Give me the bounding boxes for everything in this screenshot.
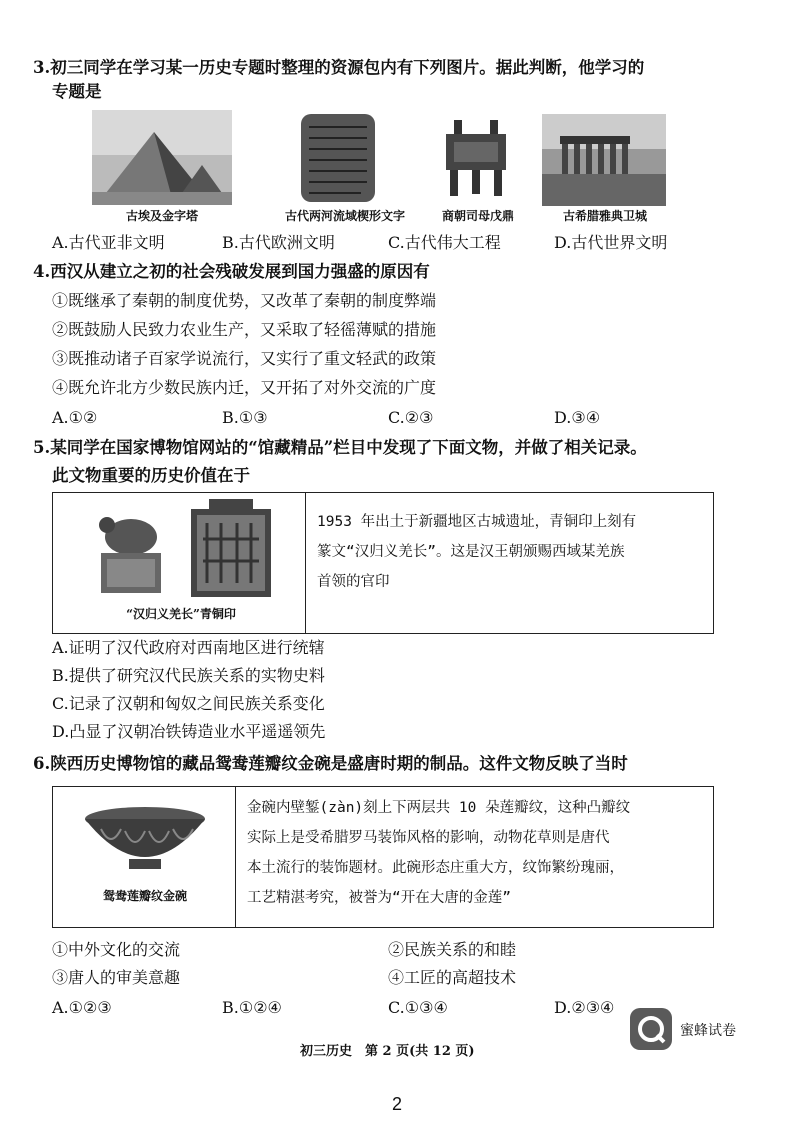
watermark-text: 蜜蜂试卷 bbox=[680, 1022, 736, 1038]
q6-record-line-2: 实际上是受希腊罗马装饰风格的影响，动物花草则是唐代 bbox=[247, 830, 610, 846]
q5-image-caption: “汉归义羌长”青铜印 bbox=[126, 607, 236, 621]
q3-caption-4: 古希腊雅典卫城 bbox=[562, 209, 647, 223]
q5-table bbox=[52, 492, 714, 634]
q3-caption-1: 古埃及金字塔 bbox=[125, 209, 198, 223]
q6-item-1: ①中外文化的交流 bbox=[52, 940, 181, 959]
seal-impression-photo bbox=[189, 499, 273, 599]
page-footer: 初三历史 第 2 页(共 12 页) bbox=[300, 1044, 475, 1059]
pyramid-photo bbox=[92, 110, 232, 205]
q6-option-a: A.①②③ bbox=[52, 998, 112, 1017]
simuwu-ding-photo bbox=[440, 118, 512, 198]
q5-table-divider bbox=[305, 493, 306, 633]
q5-record-line-3: 首领的官印 bbox=[317, 574, 390, 590]
q5-record-line-1: 1953 年出土于新疆地区古城遗址，青铜印上刻有 bbox=[317, 514, 637, 530]
q6-image-caption: 鸳鸯莲瓣纹金碗 bbox=[102, 889, 187, 903]
q3-option-c: C.古代伟大工程 bbox=[388, 233, 501, 252]
q6-item-3: ③唐人的审美意趣 bbox=[52, 968, 181, 987]
q3-option-a: A.古代亚非文明 bbox=[52, 233, 165, 252]
q3-option-d: D.古代世界文明 bbox=[554, 233, 668, 252]
q4-item-2: ②既鼓励人民致力农业生产，又采取了轻徭薄赋的措施 bbox=[52, 320, 437, 339]
q6-table-divider bbox=[235, 787, 236, 927]
cuneiform-tablet-photo bbox=[295, 112, 383, 204]
q6-item-2: ②民族关系的和睦 bbox=[388, 940, 517, 959]
q3-stem-line1: 3.初三同学在学习某一历史专题时整理的资源包内有下列图片。据此判断，他学习的 bbox=[33, 58, 645, 77]
q6-record-line-1: 金碗内壁錾(zàn)刻上下两层共 10 朵莲瓣纹，这种凸瓣纹 bbox=[247, 800, 631, 816]
q4-item-4: ④既允许北方少数民族内迁，又开拓了对外交流的广度 bbox=[52, 378, 437, 397]
q6-stem: 6.陕西历史博物馆的藏品鸳鸯莲瓣纹金碗是盛唐时期的制品。这件文物反映了当时 bbox=[33, 754, 628, 773]
q4-option-b: B.①③ bbox=[222, 408, 268, 427]
q5-option-c: C.记录了汉朝和匈奴之间民族关系变化 bbox=[52, 694, 325, 713]
q4-option-c: C.②③ bbox=[388, 408, 434, 427]
q4-option-d: D.③④ bbox=[554, 408, 601, 427]
q3-option-b: B.古代欧洲文明 bbox=[222, 233, 335, 252]
bronze-seal-camel-photo bbox=[93, 507, 173, 597]
q5-option-d: D.凸显了汉朝冶铁铸造业水平遥遥领先 bbox=[52, 722, 326, 741]
gold-bowl-photo bbox=[81, 805, 209, 877]
q3-stem-line2: 专题是 bbox=[52, 82, 102, 101]
q4-item-1: ①既继承了秦朝的制度优势，又改革了秦朝的制度弊端 bbox=[52, 291, 437, 310]
q5-option-a: A.证明了汉代政府对西南地区进行统辖 bbox=[52, 638, 325, 657]
acropolis-photo bbox=[542, 114, 666, 206]
q3-caption-3: 商朝司母戊鼎 bbox=[441, 209, 514, 223]
q6-option-c: C.①③④ bbox=[388, 998, 448, 1017]
q4-item-3: ③既推动诸子百家学说流行，又实行了重文轻武的政策 bbox=[52, 349, 437, 368]
q5-option-b: B.提供了研究汉代民族关系的实物史料 bbox=[52, 666, 325, 685]
q4-option-a: A.①② bbox=[52, 408, 98, 427]
q5-stem-line1: 5.某同学在国家博物馆网站的“馆藏精品”栏目中发现了下面文物，并做了相关记录。 bbox=[33, 438, 647, 457]
q6-option-b: B.①②④ bbox=[222, 998, 282, 1017]
q6-record-line-4: 工艺精湛考究，被誉为“开在大唐的金莲” bbox=[247, 890, 511, 906]
q6-option-d: D.②③④ bbox=[554, 998, 615, 1017]
q4-stem: 4.西汉从建立之初的社会残破发展到国力强盛的原因有 bbox=[33, 262, 430, 281]
q6-record-line-3: 本土流行的装饰题材。此碗形态庄重大方，纹饰繁纷瑰丽， bbox=[247, 860, 624, 876]
q5-record-line-2: 篆文“汉归义羌长”。这是汉王朝颁赐西域某羌族 bbox=[317, 544, 625, 560]
q5-stem-line2: 此文物重要的历史价值在于 bbox=[52, 466, 250, 485]
q3-caption-2: 古代两河流域楔形文字 bbox=[284, 209, 405, 223]
q6-table bbox=[52, 786, 714, 928]
q6-item-4: ④工匠的高超技术 bbox=[388, 968, 517, 987]
page-number: 2 bbox=[392, 1094, 403, 1114]
watermark-logo bbox=[630, 1008, 672, 1050]
beehive-logo-icon bbox=[630, 1008, 672, 1050]
